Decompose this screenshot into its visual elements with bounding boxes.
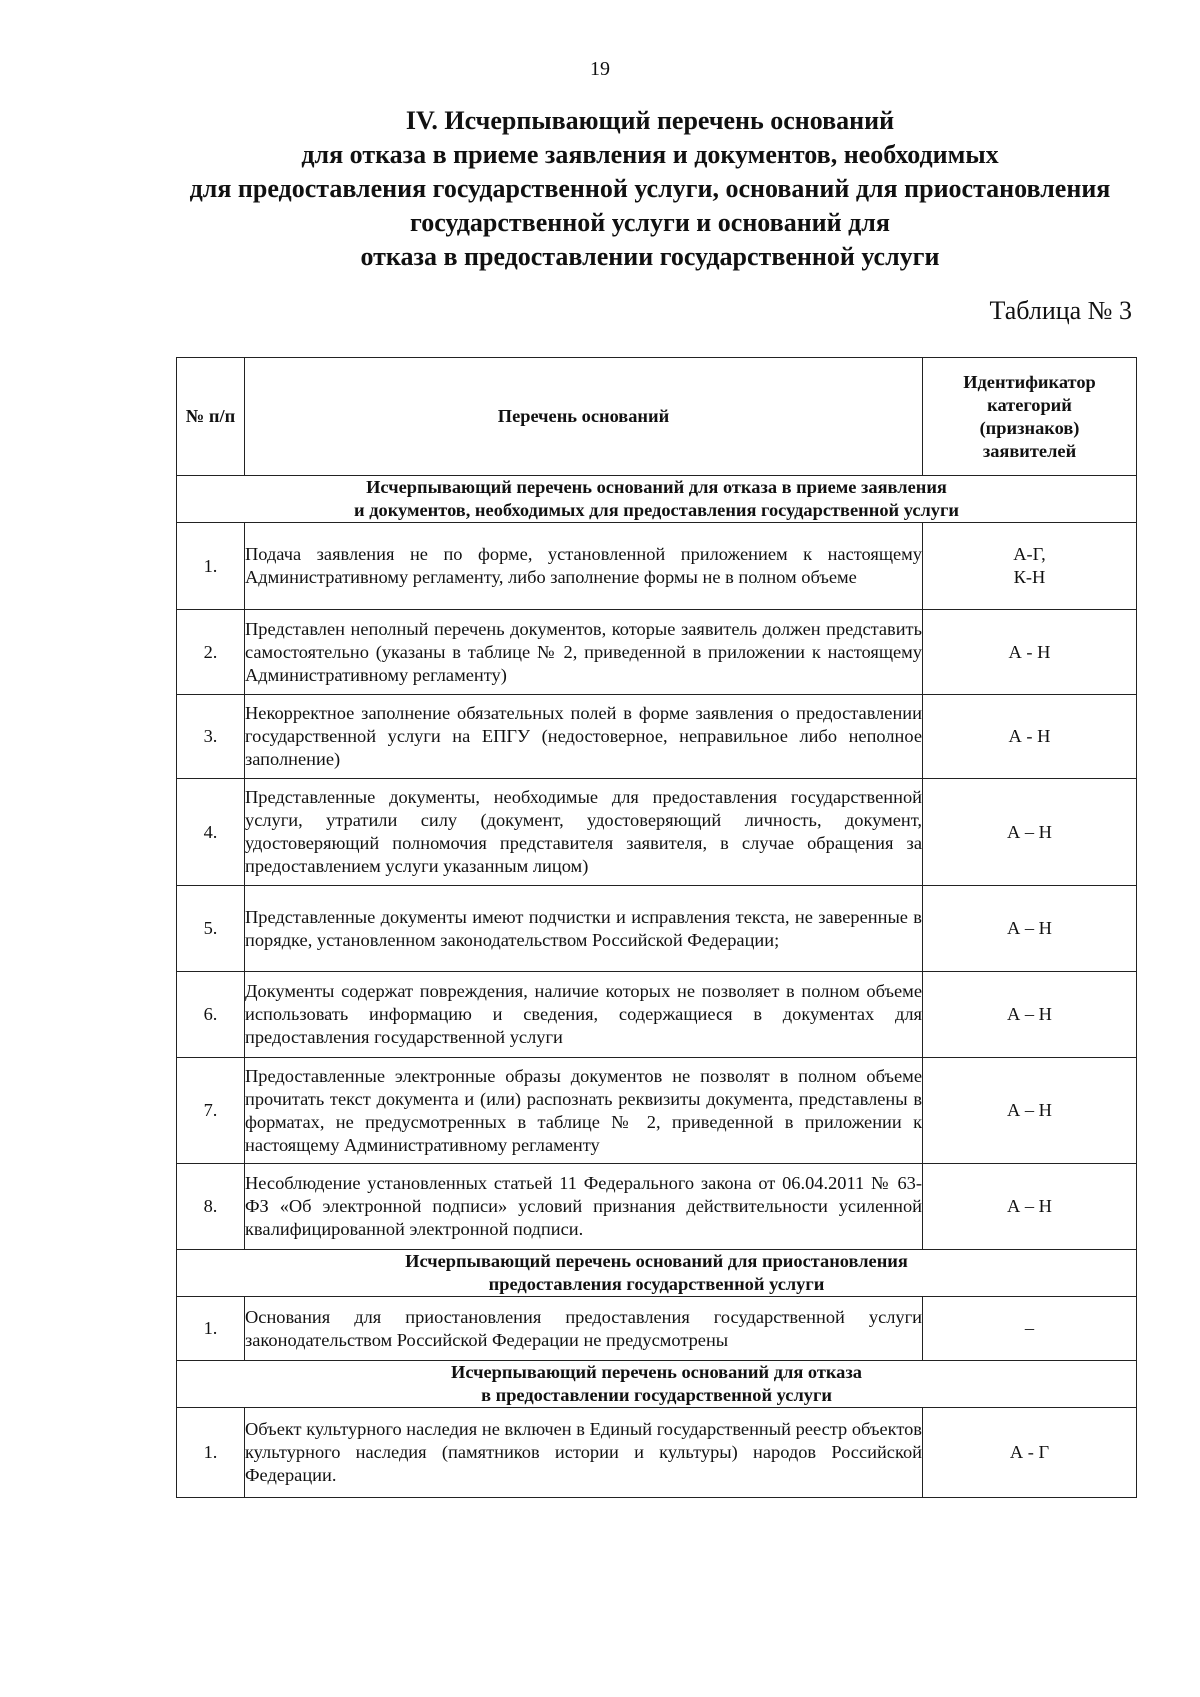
row-id (923, 523, 1137, 610)
table-row (177, 1297, 1137, 1361)
row-text: Документы содержат повреждения, наличие которых не позволяет в полном объеме использовать информацию и сведения, содержащиеся в документах для предоставления государственной услуги (245, 972, 923, 1058)
table-header-row (177, 358, 1137, 476)
section-row (177, 476, 1137, 523)
row-num: 1. (177, 523, 245, 610)
table-label: Таблица № 3 (989, 296, 1132, 325)
row-id: А – Н (923, 1164, 1137, 1250)
row-text: Представлен неполный перечень документов, которые заявитель должен представить самостоятельно (указаны в таблице № 2, приведенной в приложении к настоящему Административному регламенту) (245, 610, 923, 695)
table-row (177, 695, 1137, 779)
row-num: 8. (177, 1164, 245, 1250)
row-id: А – Н (923, 972, 1137, 1058)
row-text: Основания для приостановления предоставления государственной услуги законодательством Российской Федерации не предусмотрены (245, 1297, 923, 1361)
table-row (177, 523, 1137, 610)
header-id-line: заявителей (982, 440, 1077, 461)
table-row (177, 779, 1137, 886)
row-text: Несоблюдение установленных статьей 11 Федерального закона от 06.04.2011 № 63-ФЗ «Об электронной подписи» условий признания действительности усиленной квалифицированной электронной подписи. (245, 1164, 923, 1250)
header-id-line: категорий (987, 394, 1072, 415)
section-title (177, 476, 1137, 523)
row-num: 1. (177, 1408, 245, 1498)
heading-line: для отказа в приеме заявления и документов, необходимых (301, 140, 999, 169)
row-id: А - Н (923, 695, 1137, 779)
section-title-line: и документов, необходимых для предоставления государственной услуги (354, 500, 959, 520)
row-num: 5. (177, 886, 245, 972)
table-row (177, 972, 1137, 1058)
row-id: А – Н (923, 886, 1137, 972)
row-id: А - Н (923, 610, 1137, 695)
section-title-line: Исчерпывающий перечень оснований для отказа (451, 1362, 862, 1382)
row-id-line: А-Г, (1013, 544, 1046, 564)
heading-line: государственной услуги и оснований для (410, 208, 890, 237)
row-text: Некорректное заполнение обязательных полей в форме заявления о предоставлении государственной услуги на ЕПГУ (недостоверное, неправильное либо неполное заполнение) (245, 695, 923, 779)
row-num: 4. (177, 779, 245, 886)
section-title-line: Исчерпывающий перечень оснований для отказа в приеме заявления (366, 477, 947, 497)
section-title-line: Исчерпывающий перечень оснований для приостановления (405, 1251, 908, 1271)
table-row (177, 1408, 1137, 1498)
row-text: Подача заявления не по форме, установленной приложением к настоящему Административному регламенту, либо заполнение формы не в полном объеме (245, 523, 923, 610)
section-title (177, 1250, 1137, 1297)
table-row (177, 610, 1137, 695)
heading-line: для предоставления государственной услуги, оснований для приостановления (189, 174, 1111, 203)
section-row (177, 1361, 1137, 1408)
section-heading (120, 104, 1180, 274)
header-id (923, 358, 1137, 476)
header-num: № п/п (177, 358, 245, 476)
row-text: Предоставленные электронные образы документов не позволят в полном объеме прочитать текст документа и (или) распознать реквизиты документа, представлены в форматах, не предусмотренных в таблице № 2, приведенной в приложении к настоящему Административному регламенту (245, 1058, 923, 1164)
row-text: Представленные документы имеют подчистки и исправления текста, не заверенные в порядке, установленном законодательством Российской Федерации; (245, 886, 923, 972)
grounds-table (176, 357, 1137, 1498)
row-id-line: К-Н (1013, 567, 1046, 587)
header-text: Перечень оснований (245, 358, 923, 476)
table-row (177, 1058, 1137, 1164)
section-title (177, 1361, 1137, 1408)
header-id-line: Идентификатор (963, 371, 1096, 392)
row-num: 7. (177, 1058, 245, 1164)
header-id-line: (признаков) (979, 417, 1080, 438)
table-row (177, 886, 1137, 972)
section-row (177, 1250, 1137, 1297)
row-num: 1. (177, 1297, 245, 1361)
row-id: – (923, 1297, 1137, 1361)
table-row (177, 1164, 1137, 1250)
row-num: 3. (177, 695, 245, 779)
section-title-line: предоставления государственной услуги (488, 1274, 825, 1294)
row-id: А – Н (923, 1058, 1137, 1164)
row-id: А - Г (923, 1408, 1137, 1498)
section-title-line: в предоставлении государственной услуги (481, 1385, 832, 1405)
row-num: 2. (177, 610, 245, 695)
heading-line: отказа в предоставлении государственной услуги (360, 242, 940, 271)
page-number: 19 (590, 58, 610, 80)
row-id: А – Н (923, 779, 1137, 886)
row-text: Объект культурного наследия не включен в Единый государственный реестр объектов культурного наследия (памятников истории и культуры) народов Российской Федерации. (245, 1408, 923, 1498)
row-text: Представленные документы, необходимые для предоставления государственной услуги, утратили силу (документ, удостоверяющий личность, документ, удостоверяющий полномочия представителя заявителя, в случае обращения за предоставлением услуги указанным лицом) (245, 779, 923, 886)
row-num: 6. (177, 972, 245, 1058)
heading-line: IV. Исчерпывающий перечень оснований (405, 106, 895, 135)
